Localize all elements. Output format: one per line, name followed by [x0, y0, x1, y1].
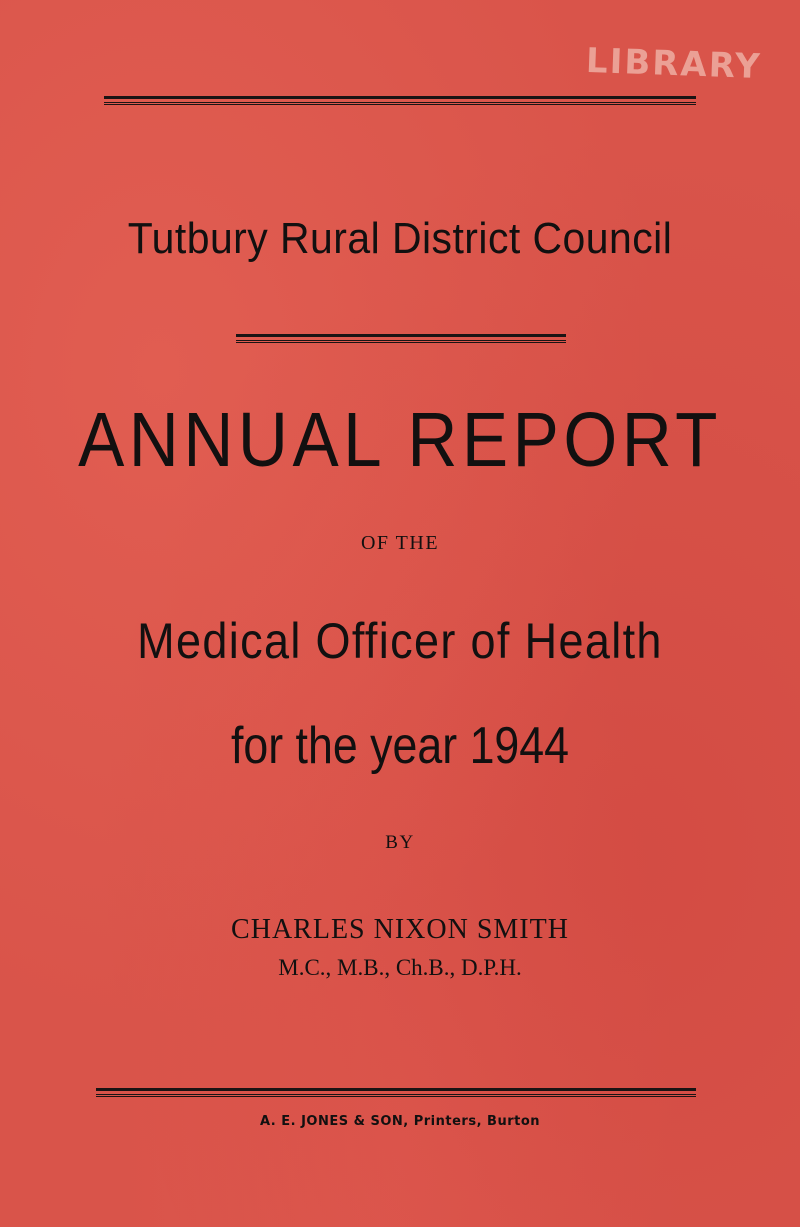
of-the-label: OF THE: [360, 532, 440, 554]
report-heading: ANNUAL REPORT: [78, 397, 722, 483]
middle-double-rule: [236, 334, 566, 341]
author-name: CHARLES NIXON SMITH: [231, 914, 569, 945]
library-stamp: LIBRARY: [585, 40, 763, 88]
top-double-rule: [104, 96, 696, 103]
report-year: for the year 1944: [230, 717, 570, 775]
author-qualifications: M.C., M.B., Ch.B., D.P.H.: [278, 955, 522, 980]
report-subject: Medical Officer of Health: [137, 613, 663, 669]
bottom-double-rule: [96, 1088, 696, 1095]
council-name: Tutbury Rural District Council: [127, 214, 673, 263]
by-label: BY: [385, 832, 415, 853]
printer-imprint: A. E. JONES & SON, Printers, Burton: [259, 1114, 541, 1129]
